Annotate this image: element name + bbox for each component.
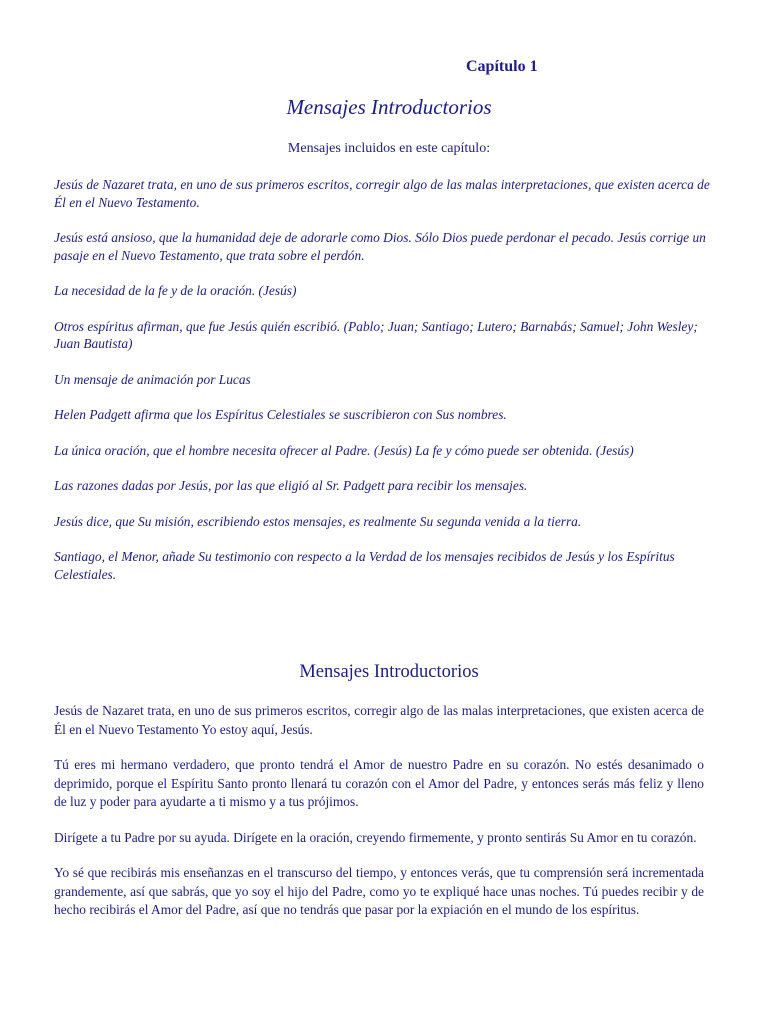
body-paragraph: Tú eres mi hermano verdadero, que pronto tendrá el Amor de nuestro Padre en su corazón. No estés desanimado o deprimido, porque el Espíritu Santo pronto llenará tu corazón con el Amor del Padre, y entonces serás más feliz y lleno de luz y poder para ayudarte a ti mismo y a tus prójimos. [54, 757, 704, 809]
body-text [54, 702, 704, 937]
message-list [54, 176, 722, 601]
message-item: Jesús dice, que Su misión, escribiendo estos mensajes, es realmente Su segunda venida a la tierra. [54, 513, 582, 529]
body-paragraph: Jesús de Nazaret trata, en uno de sus primeros escritos, corregir algo de las malas interpretaciones, que existen acerca de Él en el Nuevo Testamento Yo estoy aquí, Jesús. [54, 703, 704, 737]
message-item: Las razones dadas por Jesús, por las que eligió al Sr. Padgett para recibir los mensajes. [54, 478, 528, 493]
page-subtitle: Mensajes incluidos en este capítulo: [287, 141, 491, 156]
message-item: Jesús está ansioso, que la humanidad deje de adorarle como Dios. Sólo Dios puede perdonar el pecado. Jesús corrige un pasaje en el Nuevo Testamento, que trata sobre el perdón. [54, 230, 706, 263]
message-item: La única oración, que el hombre necesita ofrecer al Padre. (Jesús) La fe y cómo puede ser obtenida. (Jesús) [54, 442, 634, 458]
message-item: Otros espíritus afirman, que fue Jesús quién escribió. (Pablo; Juan; Santiago; Lutero; Barnabás; Samuel; John Wesley; Juan Bautista) [54, 318, 698, 351]
message-item: Un mensaje de animación por Lucas [54, 371, 251, 387]
page-title: Mensajes Introductorios [286, 95, 492, 119]
chapter-label: Capítulo 1 [466, 58, 538, 75]
message-item: Santiago, el Menor, añade Su testimonio con respecto a la Verdad de los mensajes recibidos de Jesús y los Espíritus Celestiales. [54, 549, 675, 582]
section-title: Mensajes Introductorios [299, 662, 479, 682]
message-item: Helen Padgett afirma que los Espíritus Celestiales se suscribieron con Sus nombres. [54, 407, 507, 422]
body-paragraph: Yo sé que recibirás mis enseñanzas en el transcurso del tiempo, y entonces verás, que tu comprensión será incrementada grandemente, así que sabrás, que yo soy el hijo del Padre, como yo te expliqué hace unas noches. Tú puedes recibir y de hecho recibirás el Amor del Padre, así que no tendrás que pasar por la expiación en el mundo de los espíritus. [54, 865, 704, 917]
message-item: La necesidad de la fe y de la oración. (Jesús) [54, 283, 297, 298]
body-paragraph: Dirígete a tu Padre por su ayuda. Dirígete en la oración, creyendo firmemente, y pronto sentirás Su Amor en tu corazón. [54, 829, 697, 845]
message-item: Jesús de Nazaret trata, en uno de sus primeros escritos, corregir algo de las malas interpretaciones, que existen acerca de Él en el Nuevo Testamento. [54, 177, 710, 210]
